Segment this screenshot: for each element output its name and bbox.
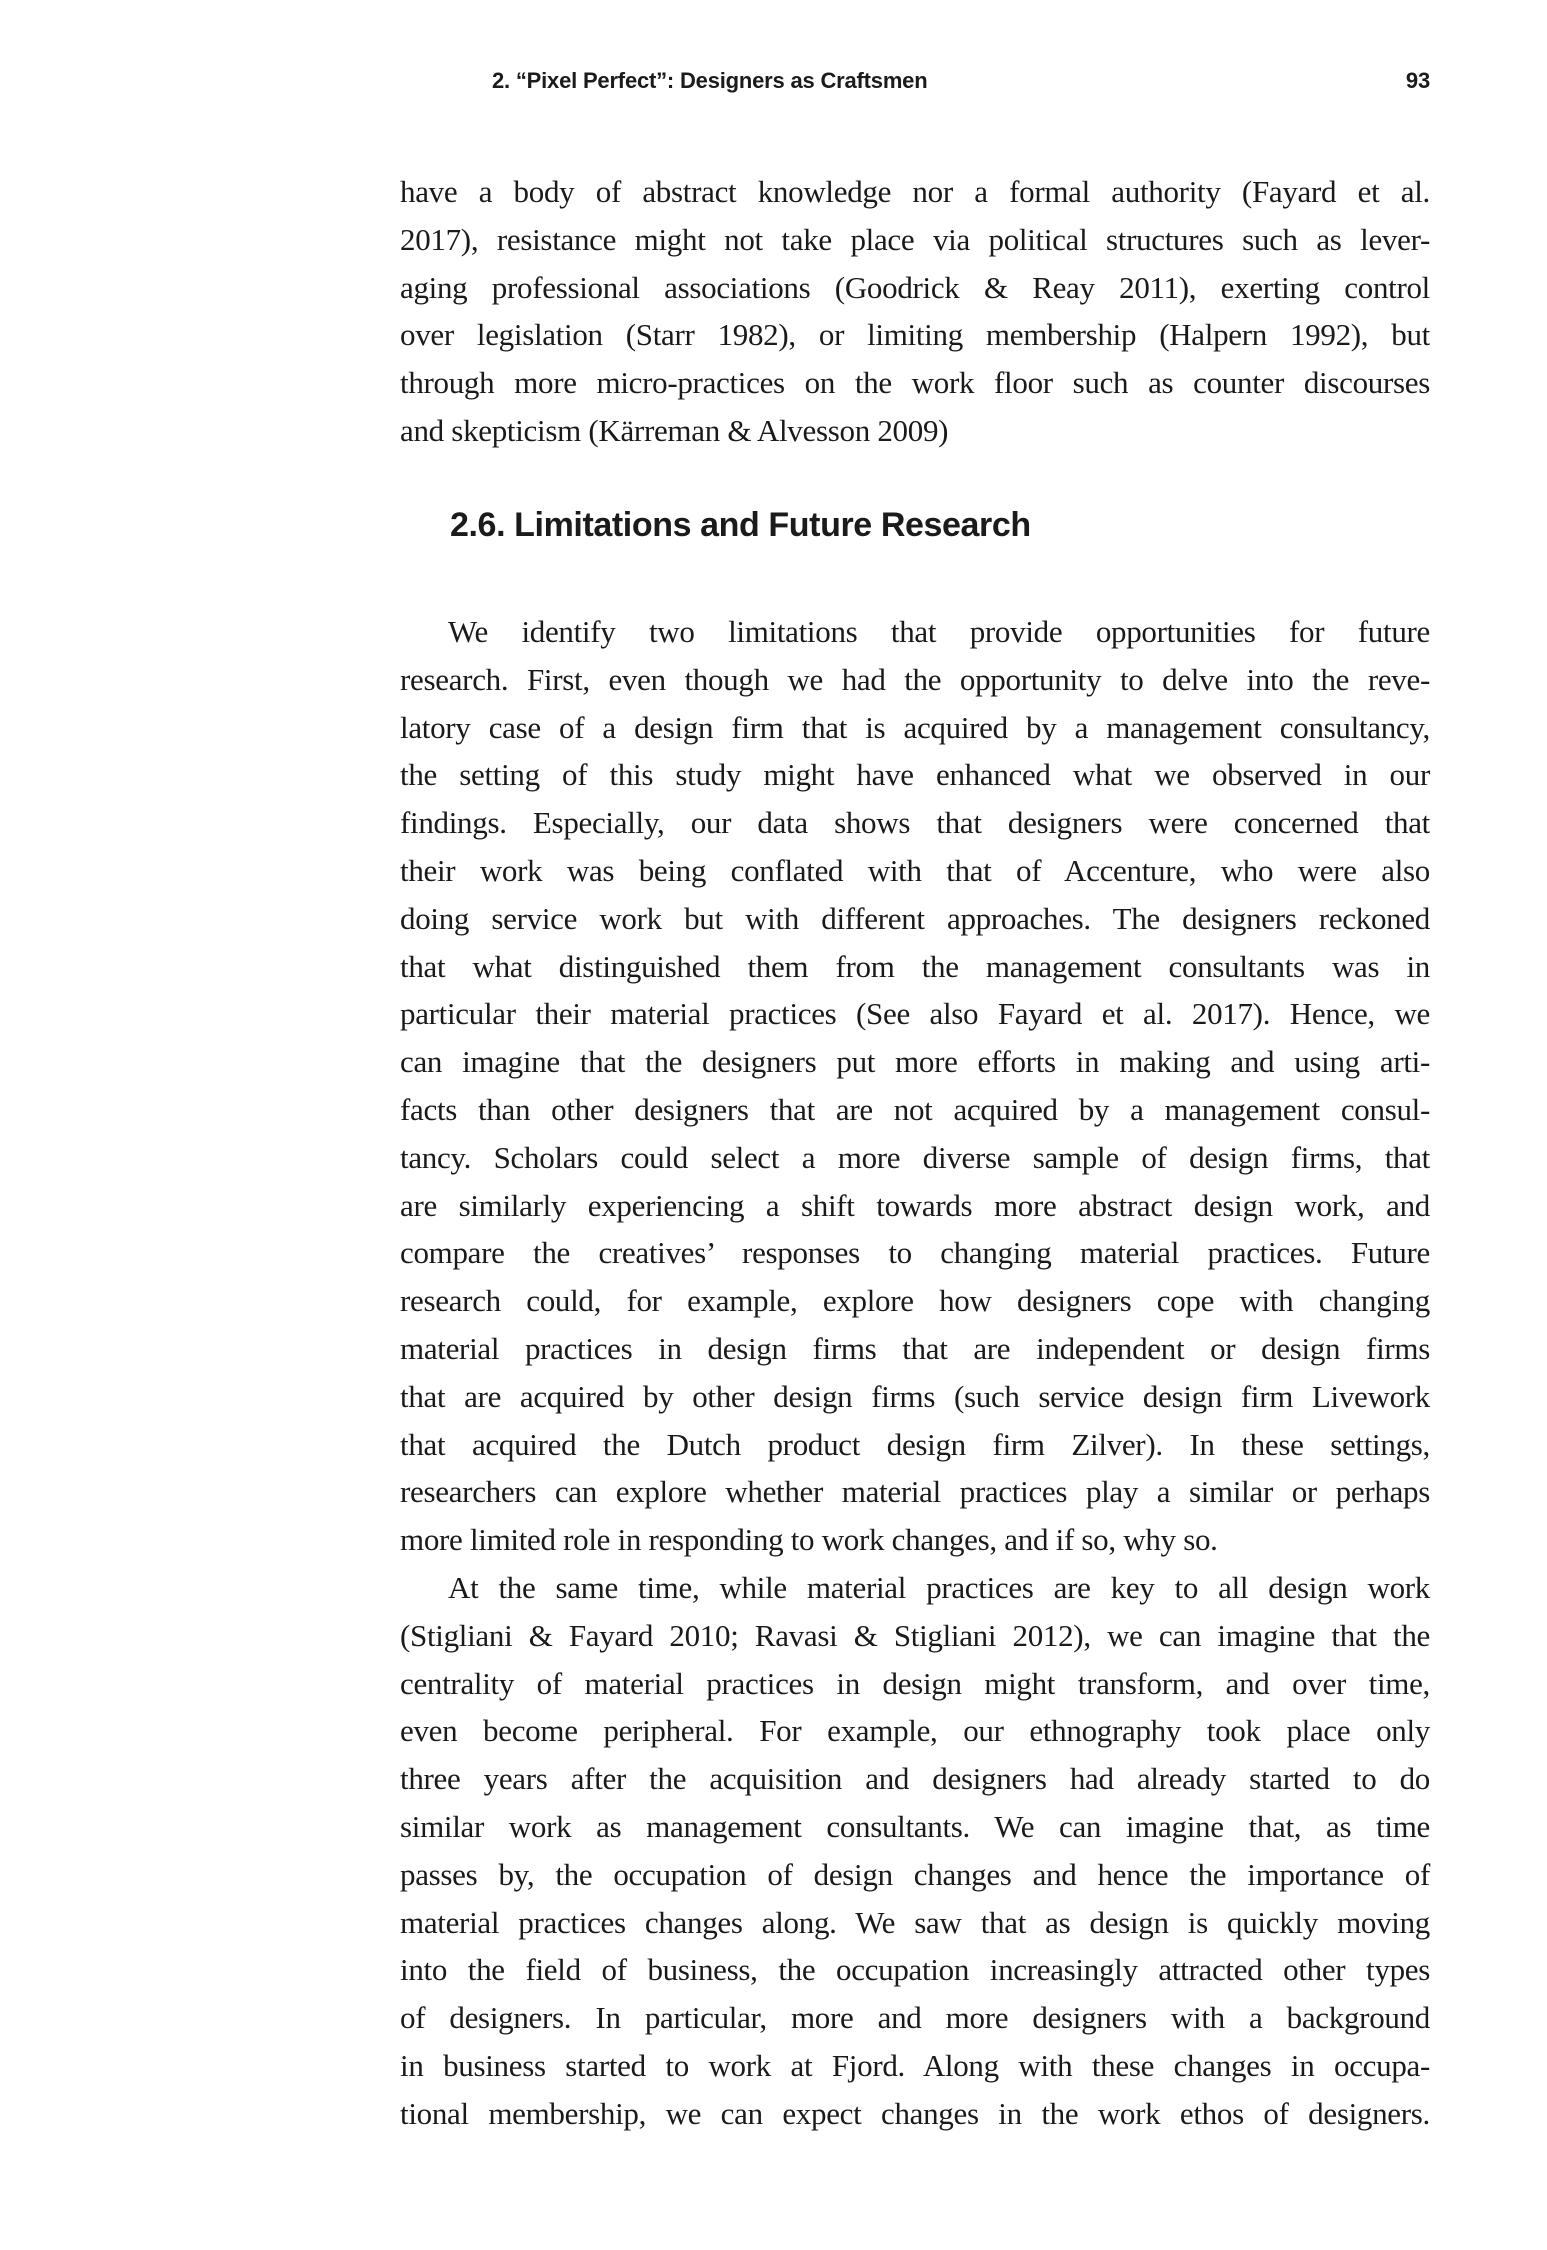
text-line: three years after the acquisition and designers had already started to do	[400, 1761, 1430, 1797]
text-line: material practices in design firms that are independent or design firms	[400, 1330, 1430, 1366]
text-line: even become peripheral. For example, our ethnography took place only	[400, 1713, 1430, 1749]
chapter-title: 2. “Pixel Perfect”: Designers as Craftsmen	[492, 68, 928, 93]
text-line: the setting of this study might have enhanced what we observed in our	[400, 757, 1430, 793]
text-line: facts than other designers that are not acquired by a management consul-	[400, 1091, 1430, 1127]
text-line: in business started to work at Fjord. Along with these changes in occupa-	[400, 2047, 1430, 2083]
text-line: findings. Especially, our data shows that designers were concerned that	[400, 805, 1430, 841]
text-line: through more micro-practices on the work floor such as counter discourses	[400, 365, 1430, 401]
text-line: can imagine that the designers put more efforts in making and using arti-	[400, 1044, 1430, 1080]
text-line: (Stigliani & Fayard 2010; Ravasi & Stigliani 2012), we can imagine that the	[400, 1617, 1430, 1653]
text-line: At the same time, while material practices are key to all design work	[448, 1569, 1430, 1605]
text-line: are similarly experiencing a shift towards more abstract design work, and	[400, 1187, 1430, 1223]
text-line: aging professional associations (Goodrick & Reay 2011), exerting control	[400, 269, 1430, 305]
text-line: that what distinguished them from the management consultants was in	[400, 948, 1430, 984]
page-number: 93	[1405, 68, 1430, 93]
text-line: material practices changes along. We saw that as design is quickly moving	[400, 1904, 1430, 1940]
text-line: research could, for example, explore how designers cope with changing	[400, 1283, 1430, 1319]
text-line: their work was being conflated with that of Accenture, who were also	[400, 852, 1430, 888]
text-line: into the field of business, the occupation increasingly attracted other types	[400, 1952, 1430, 1988]
text-line: centrality of material practices in design might transform, and over time,	[400, 1665, 1430, 1701]
text-line: particular their material practices (See also Fayard et al. 2017). Hence, we	[400, 996, 1430, 1032]
text-line: compare the creatives’ responses to changing material practices. Future	[400, 1235, 1430, 1271]
text-line: passes by, the occupation of design changes and hence the importance of	[400, 1856, 1430, 1892]
text-line: tional membership, we can expect changes in the work ethos of designers.	[400, 2095, 1430, 2131]
paragraph-limitations	[400, 608, 1430, 1564]
text-line: of designers. In particular, more and more designers with a background	[400, 2000, 1430, 2036]
text-line: have a body of abstract knowledge nor a formal authority (Fayard et al.	[400, 174, 1430, 209]
text-line: research. First, even though we had the opportunity to delve into the reve-	[400, 661, 1430, 697]
text-line: researchers can explore whether material practices play a similar or perhaps	[400, 1474, 1430, 1510]
text-line: tancy. Scholars could select a more diverse sample of design firms, that	[400, 1139, 1430, 1175]
continuation-paragraph	[400, 168, 1430, 455]
text-line: that are acquired by other design firms (such service design firm Livework	[400, 1378, 1430, 1414]
running-head	[400, 68, 1430, 104]
paragraph-centrality	[400, 1564, 1430, 2138]
text-line: We identify two limitations that provide opportunities for future	[448, 614, 1430, 649]
section-heading: 2.6. Limitations and Future Research	[450, 506, 1031, 544]
section-body	[400, 608, 1430, 2138]
text-line: that acquired the Dutch product design firm Zilver). In these settings,	[400, 1426, 1430, 1462]
text-line: 2017), resistance might not take place via political structures such as lever-	[400, 221, 1430, 257]
text-line: more limited role in responding to work changes, and if so, why so.	[400, 1522, 1218, 1558]
text-line: doing service work but with different approaches. The designers reckoned	[400, 900, 1430, 936]
text-line: latory case of a design firm that is acquired by a management consultancy,	[400, 709, 1430, 745]
text-line: and skepticism (Kärreman & Alvesson 2009)	[400, 412, 949, 448]
text-line: similar work as management consultants. We can imagine that, as time	[400, 1808, 1430, 1844]
text-line: over legislation (Starr 1982), or limiting membership (Halpern 1992), but	[400, 317, 1430, 353]
